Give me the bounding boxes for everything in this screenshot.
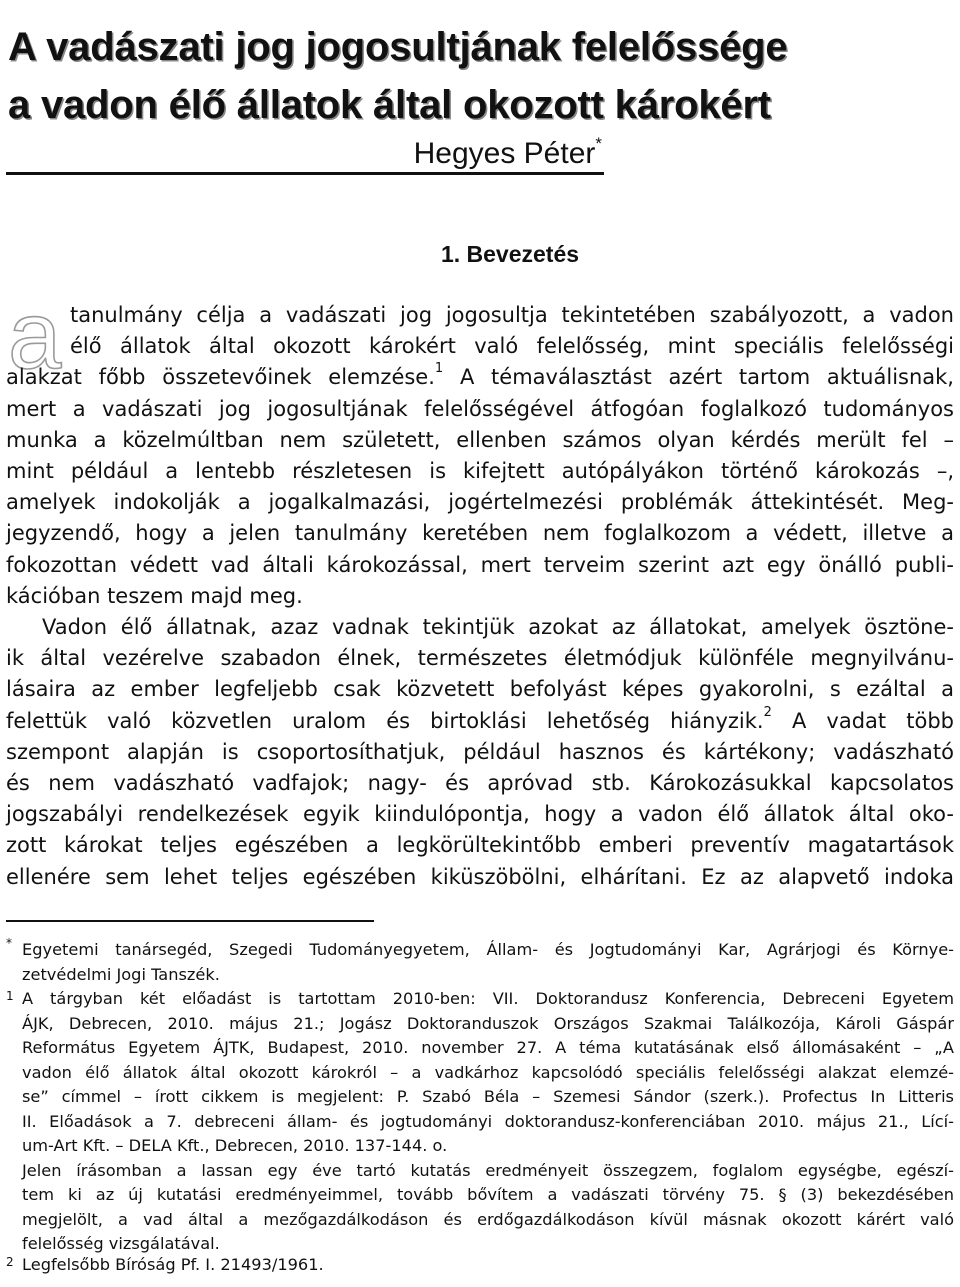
footnote-separator xyxy=(6,920,374,922)
footnote-line: vadon élő állatok által okozott károkról – a vadkárhoz kapcsolódó speciális felelősségi alakzat elemzé- xyxy=(22,1062,954,1082)
footnote-line: ÁJK, Debrecen, 2010. május 21.; Jogász Doktoranduszok Országos Szakmai Találkozója, Károli Gáspár xyxy=(22,1013,954,1033)
author-name: Hegyes Péter xyxy=(413,137,596,170)
footnote-line: Egyetemi tanársegéd, Szegedi Tudományegyetem, Állam- és Jogtudományi Kar, Agrárjogi és Környe- xyxy=(22,940,954,959)
paragraph-1-line: munka a közelmúltban nem született, ellenben számos olyan kérdés merült fel – xyxy=(6,427,954,452)
paragraph-2-line: ellenére sem lehet teljes egészében kiküszöbölni, elhárítani. Ez az alapvető indoka xyxy=(6,864,954,889)
footnote-line: felelősség vizsgálatával. xyxy=(22,1234,220,1253)
paragraph-2-line xyxy=(6,706,954,737)
footnote-line: II. Előadások a 7. debreceni állam- és jogtudományi doktorandusz-konferenciában 2010. május 21., Lící- xyxy=(22,1111,954,1131)
paragraph-2-line: ik által vezérelve szabadon élnek, természetes életmódjuk különféle megnyilvánu- xyxy=(6,646,954,671)
footnote-line: zetvédelmi Jogi Tanszék. xyxy=(22,964,220,984)
title-line-1: A vadászati jog jogosultjának felelőssége xyxy=(8,25,788,69)
footnote-line: megjelölt, a vad által a mezőgazdálkodáson és erdőgazdálkodáson kívül másnak okozott kárért való xyxy=(22,1209,954,1229)
paragraph-1 xyxy=(6,300,954,612)
author xyxy=(414,136,602,172)
footnote-line: se” címmel – írott cikkem is megjelent: P. Szabó Béla – Szemesi Sándor (szerk.). Profectus In Litteris xyxy=(22,1087,954,1106)
paragraph-1-line: mert a vadászati jog jogosultjának felelősségével átfogóan foglalkozó tudományos xyxy=(6,396,954,421)
paragraph-2 xyxy=(6,612,954,893)
paragraph-1-line: kációban teszem majd meg. xyxy=(6,583,303,608)
footnote-author xyxy=(6,938,954,987)
paragraph-2-text: A vadat több xyxy=(791,708,954,733)
footnote-ref-2[interactable]: 2 xyxy=(763,704,772,720)
footnote-line: Jelen írásomban a lassan egy éve tartó kutatás eredményeit összegzem, foglalom egységbe, egészí- xyxy=(22,1160,954,1180)
paragraph-1-line: mint például a lentebb részletesen is kifejtett autópályákon történő károkozás –, xyxy=(6,458,954,483)
paragraph-2-line: lásaira az ember legfeljebb csak közvetett befolyást képes gyakorolni, s ezáltal a xyxy=(6,677,954,702)
footnote-ref-1[interactable]: 1 xyxy=(434,361,444,377)
paragraph-1-line xyxy=(6,362,954,393)
paragraph-2-line: zott károkat teljes egészében a legkörültekintőbb emberi preventív magatartások xyxy=(6,833,954,858)
footnote-line: A tárgyban két előadást is tartottam 2010-ben: VII. Doktorandusz Konferencia, Debreceni Egyetem xyxy=(22,989,954,1008)
paragraph-1-text: alakzat főbb összetevőinek elemzése. xyxy=(6,365,435,390)
section-heading: 1. Bevezetés xyxy=(440,241,580,267)
footnote-line: Legfelsőbb Bíróság Pf. I. 21493/1961. xyxy=(22,1255,324,1274)
paragraph-1-line: fokozottan védett vad általi károkozással, mert terveim szerint azt egy önálló publi- xyxy=(6,552,954,577)
paragraph-1-line: tanulmány célja a vadászati jog jogosultja tekintetében szabályozott, a vadon xyxy=(70,303,954,327)
paragraph-1-line: jegyzendő, hogy a jelen tanulmány keretében nem foglalkozom a védett, illetve a xyxy=(6,521,954,546)
author-footnote-mark: * xyxy=(595,134,602,153)
paragraph-2-text: felettük való közvetlen uralom és birtoklási lehetőség hiányzik. xyxy=(6,708,764,733)
footnote-line: Református Egyetem ÁJTK, Budapest, 2010. november 27. A téma kutatásának első állomásaként – „A xyxy=(22,1038,954,1057)
paragraph-2-line: szempont alapján is csoportosíthatjuk, például hasznos és kártékony; vadászható xyxy=(6,739,954,764)
title-line-2: a vadon élő állatok által okozott károkért xyxy=(8,83,771,127)
title-rule xyxy=(6,172,604,175)
paragraph-2-line: és nem vadászható vadfajok; nagy- és apróvad stb. Károkozásukkal kapcsolatos xyxy=(6,770,954,795)
paragraph-2-line: Vadon élő állatnak, azaz vadnak tekintjük azokat az állatokat, amelyek ösztöne- xyxy=(42,615,954,639)
paragraph-1-line: amelyek indokolják a jogalkalmazási, jogértelmezési problémák áttekintését. Meg- xyxy=(6,490,954,515)
footnote-mark: 1 xyxy=(6,989,14,1003)
drop-cap: a xyxy=(8,282,62,389)
footnote-2 xyxy=(6,1253,954,1278)
footnote-line: um-Art Kft. – DELA Kft., Debrecen, 2010. 137-144. o. xyxy=(22,1136,448,1155)
footnote-1 xyxy=(6,987,954,1257)
paragraph-2-line: jogszabályi rendelkezések egyik kiindulópontja, hogy a vadon élő állatok által oko- xyxy=(6,802,954,827)
footnote-line: tem ki az új kutatási eredményeimmel, tovább bővítem a vadászati törvény 75. § (3) bekezdésében xyxy=(22,1185,954,1204)
paragraph-1-line: élő állatok által okozott károkért való felelősség, mint speciális felelősségi xyxy=(70,334,954,359)
footnote-mark: 2 xyxy=(6,1255,14,1269)
footnote-mark: * xyxy=(6,936,12,950)
paragraph-1-text: A témaválasztást azért tartom aktuálisnak, xyxy=(459,365,954,390)
